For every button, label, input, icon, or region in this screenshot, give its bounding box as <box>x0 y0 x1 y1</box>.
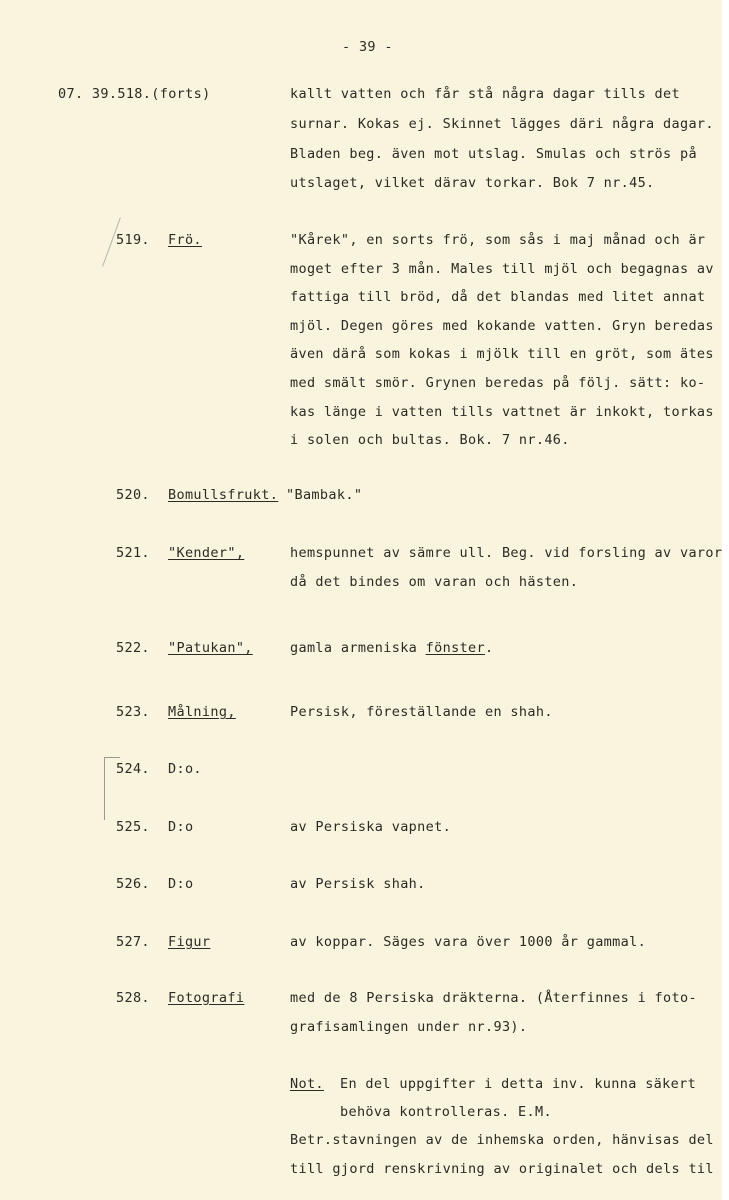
page-number: - 39 - <box>342 39 393 55</box>
entry-text-underlined: fönster <box>425 640 485 656</box>
note-line: En del uppgifter i detta inv. kunna säkert <box>340 1076 697 1092</box>
entry-name-text: "Kender", <box>168 545 245 561</box>
entry-line: hemspunnet av sämre ull. Beg. vid forsling av varor <box>290 545 723 561</box>
entry-number: 520. <box>116 487 150 503</box>
entry-number: 519. <box>116 232 150 248</box>
entry-number: 523. <box>116 704 150 720</box>
entry-line: även därå som kokas i mjölk till en gröt, som ätes <box>290 346 714 362</box>
entry-number: 522. <box>116 640 150 656</box>
entry-line: kallt vatten och får stå några dagar tills det <box>290 86 680 102</box>
entry-line: med smält smör. Grynen beredas på följ. sätt: ko- <box>290 375 706 391</box>
note-label: Not. <box>290 1076 324 1092</box>
entry-line: kas länge i vatten tills vattnet är inkokt, torkas <box>290 404 714 420</box>
entry-line: då det bindes om varan och hästen. <box>290 574 579 590</box>
entry-name: Figur <box>168 934 211 950</box>
entry-line: med de 8 Persiska dräkterna. (Återfinnes i foto- <box>290 990 697 1006</box>
entry-number: 527. <box>116 934 150 950</box>
note-line: till gjord renskrivning av originalet och dels til <box>290 1161 714 1177</box>
entry-name: D:o <box>168 819 194 835</box>
entry-line: av koppar. Säges vara över 1000 år gammal. <box>290 934 647 950</box>
entry-line: "Kårek", en sorts frö, som sås i maj månad och är <box>290 232 706 248</box>
entry-number: 525. <box>116 819 150 835</box>
entry-line: "Bambak." <box>286 487 363 503</box>
entry-name: D:o. <box>168 761 202 777</box>
entry-line: utslaget, vilket därav torkar. Bok 7 nr.45. <box>290 175 655 191</box>
entry-number: 528. <box>116 990 150 1006</box>
entry-line <box>290 640 493 656</box>
note-line: Betr.stavningen av de inhemska orden, hänvisas del <box>290 1132 714 1148</box>
entry-name: Fotografi <box>168 990 245 1006</box>
entry-line: grafisamlingen under nr.93). <box>290 1019 528 1035</box>
entry-name: Frö. <box>168 232 202 248</box>
entry-number: 524. <box>116 761 150 777</box>
pencil-bracket-top <box>104 757 120 758</box>
entry-line: av Persiska vapnet. <box>290 819 452 835</box>
pencil-bracket <box>104 758 105 820</box>
entry-name: Bomullsfrukt. <box>168 487 279 503</box>
entry-line: mjöl. Degen göres med kokande vatten. Gryn beredas <box>290 318 714 334</box>
entry-name: Målning, <box>168 704 236 720</box>
entry-name: D:o <box>168 876 194 892</box>
entry-number: 521. <box>116 545 150 561</box>
entry-number: 526. <box>116 876 150 892</box>
entry-line: av Persisk shah. <box>290 876 426 892</box>
entry-line: Bladen beg. även mot utslag. Smulas och strös på <box>290 146 697 162</box>
entry-line: fattiga till bröd, då det blandas med litet annat <box>290 289 706 305</box>
entry-number: 07. 39.518.(forts) <box>58 86 211 102</box>
entry-text: gamla armeniska <box>290 640 426 656</box>
entry-line: moget efter 3 mån. Males till mjöl och begagnas av <box>290 261 714 277</box>
entry-line: surnar. Kokas ej. Skinnet lägges däri några dagar. <box>290 116 714 132</box>
scan-margin <box>722 0 729 1200</box>
entry-line: Persisk, föreställande en shah. <box>290 704 553 720</box>
entry-line: i solen och bultas. Bok. 7 nr.46. <box>290 432 570 448</box>
entry-text: . <box>485 640 494 656</box>
note-line: behöva kontrolleras. E.M. <box>340 1104 552 1120</box>
entry-name: "Patukan", <box>168 640 253 656</box>
entry-name <box>168 545 244 561</box>
